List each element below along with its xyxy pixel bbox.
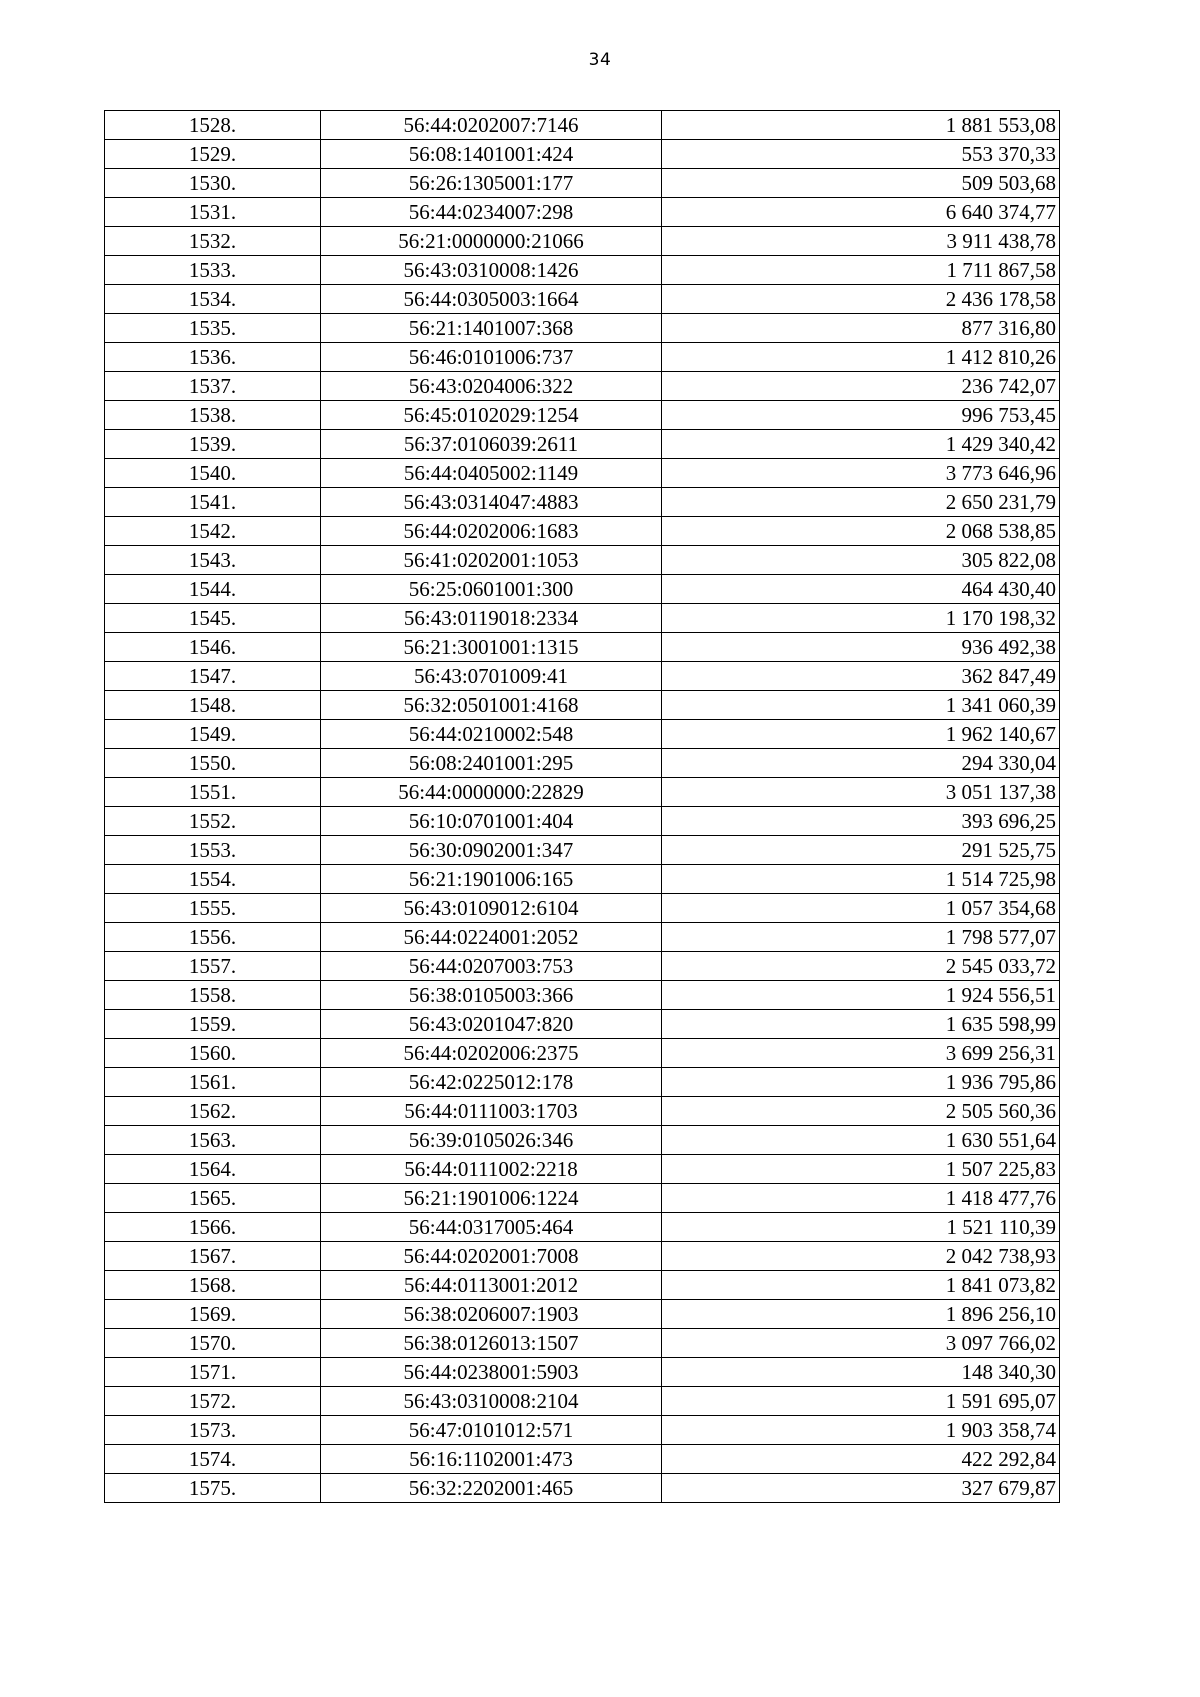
cadastral-value-cell: 877 316,80 bbox=[662, 314, 1060, 343]
cadastral-value-cell: 1 881 553,08 bbox=[662, 111, 1060, 140]
cadastral-value-cell: 148 340,30 bbox=[662, 1358, 1060, 1387]
cadastral-value-cell: 291 525,75 bbox=[662, 836, 1060, 865]
table-row bbox=[105, 372, 1060, 401]
cadastral-value-cell: 2 650 231,79 bbox=[662, 488, 1060, 517]
cadastral-number-cell: 56:10:0701001:404 bbox=[321, 807, 662, 836]
cadastral-number-cell: 56:43:0201047:820 bbox=[321, 1010, 662, 1039]
row-number-cell: 1562. bbox=[105, 1097, 321, 1126]
table-row bbox=[105, 111, 1060, 140]
cadastral-value-cell: 1 170 198,32 bbox=[662, 604, 1060, 633]
cadastral-number-cell: 56:21:3001001:1315 bbox=[321, 633, 662, 662]
cadastral-number-cell: 56:44:0202007:7146 bbox=[321, 111, 662, 140]
row-number-cell: 1552. bbox=[105, 807, 321, 836]
row-number-cell: 1539. bbox=[105, 430, 321, 459]
cadastral-number-cell: 56:44:0111003:1703 bbox=[321, 1097, 662, 1126]
row-number-cell: 1533. bbox=[105, 256, 321, 285]
table-row bbox=[105, 749, 1060, 778]
cadastral-number-cell: 56:44:0234007:298 bbox=[321, 198, 662, 227]
cadastral-value-cell: 1 903 358,74 bbox=[662, 1416, 1060, 1445]
row-number-cell: 1551. bbox=[105, 778, 321, 807]
cadastral-value-cell: 1 841 073,82 bbox=[662, 1271, 1060, 1300]
cadastral-value-cell: 3 097 766,02 bbox=[662, 1329, 1060, 1358]
cadastral-value-cell: 2 505 560,36 bbox=[662, 1097, 1060, 1126]
page-number: 34 bbox=[588, 50, 612, 70]
row-number-cell: 1574. bbox=[105, 1445, 321, 1474]
row-number-cell: 1531. bbox=[105, 198, 321, 227]
cadastral-number-cell: 56:46:0101006:737 bbox=[321, 343, 662, 372]
row-number-cell: 1572. bbox=[105, 1387, 321, 1416]
row-number-cell: 1535. bbox=[105, 314, 321, 343]
table-row bbox=[105, 430, 1060, 459]
row-number-cell: 1565. bbox=[105, 1184, 321, 1213]
cadastral-value-cell: 464 430,40 bbox=[662, 575, 1060, 604]
table-row bbox=[105, 894, 1060, 923]
cadastral-number-cell: 56:44:0317005:464 bbox=[321, 1213, 662, 1242]
table-row bbox=[105, 169, 1060, 198]
table-row bbox=[105, 1213, 1060, 1242]
cadastral-value-cell: 236 742,07 bbox=[662, 372, 1060, 401]
table-row bbox=[105, 1126, 1060, 1155]
row-number-cell: 1566. bbox=[105, 1213, 321, 1242]
cadastral-number-cell: 56:21:1901006:165 bbox=[321, 865, 662, 894]
cadastral-value-cell: 1 798 577,07 bbox=[662, 923, 1060, 952]
table-row bbox=[105, 517, 1060, 546]
table-row bbox=[105, 227, 1060, 256]
cadastral-number-cell: 56:43:0119018:2334 bbox=[321, 604, 662, 633]
cadastral-number-cell: 56:44:0224001:2052 bbox=[321, 923, 662, 952]
cadastral-value-cell: 294 330,04 bbox=[662, 749, 1060, 778]
row-number-cell: 1553. bbox=[105, 836, 321, 865]
cadastral-value-cell: 1 936 795,86 bbox=[662, 1068, 1060, 1097]
table-row bbox=[105, 1010, 1060, 1039]
cadastral-number-cell: 56:38:0206007:1903 bbox=[321, 1300, 662, 1329]
row-number-cell: 1568. bbox=[105, 1271, 321, 1300]
row-number-cell: 1556. bbox=[105, 923, 321, 952]
table-row bbox=[105, 633, 1060, 662]
cadastral-number-cell: 56:44:0202001:7008 bbox=[321, 1242, 662, 1271]
table-body bbox=[105, 111, 1060, 1503]
cadastral-value-cell: 393 696,25 bbox=[662, 807, 1060, 836]
cadastral-value-cell: 2 068 538,85 bbox=[662, 517, 1060, 546]
cadastral-number-cell: 56:32:0501001:4168 bbox=[321, 691, 662, 720]
row-number-cell: 1571. bbox=[105, 1358, 321, 1387]
table-row bbox=[105, 256, 1060, 285]
row-number-cell: 1546. bbox=[105, 633, 321, 662]
cadastral-number-cell: 56:44:0210002:548 bbox=[321, 720, 662, 749]
cadastral-number-cell: 56:08:1401001:424 bbox=[321, 140, 662, 169]
row-number-cell: 1548. bbox=[105, 691, 321, 720]
cadastral-value-cell: 1 521 110,39 bbox=[662, 1213, 1060, 1242]
cadastral-value-cell: 936 492,38 bbox=[662, 633, 1060, 662]
table-row bbox=[105, 836, 1060, 865]
cadastral-number-cell: 56:16:1102001:473 bbox=[321, 1445, 662, 1474]
table-row bbox=[105, 720, 1060, 749]
table-row bbox=[105, 1271, 1060, 1300]
row-number-cell: 1567. bbox=[105, 1242, 321, 1271]
row-number-cell: 1540. bbox=[105, 459, 321, 488]
cadastral-value-cell: 1 591 695,07 bbox=[662, 1387, 1060, 1416]
cadastral-number-cell: 56:21:1901006:1224 bbox=[321, 1184, 662, 1213]
row-number-cell: 1549. bbox=[105, 720, 321, 749]
table-row bbox=[105, 314, 1060, 343]
cadastral-value-cell: 509 503,68 bbox=[662, 169, 1060, 198]
row-number-cell: 1561. bbox=[105, 1068, 321, 1097]
cadastral-number-cell: 56:43:0204006:322 bbox=[321, 372, 662, 401]
cadastral-number-cell: 56:45:0102029:1254 bbox=[321, 401, 662, 430]
cadastral-number-cell: 56:21:0000000:21066 bbox=[321, 227, 662, 256]
table-row bbox=[105, 1068, 1060, 1097]
cadastral-number-cell: 56:44:0202006:1683 bbox=[321, 517, 662, 546]
row-number-cell: 1560. bbox=[105, 1039, 321, 1068]
cadastral-value-cell: 2 042 738,93 bbox=[662, 1242, 1060, 1271]
table-row bbox=[105, 343, 1060, 372]
cadastral-value-cell: 996 753,45 bbox=[662, 401, 1060, 430]
table-row bbox=[105, 1416, 1060, 1445]
row-number-cell: 1536. bbox=[105, 343, 321, 372]
table-row bbox=[105, 662, 1060, 691]
table-row bbox=[105, 459, 1060, 488]
table-row bbox=[105, 1387, 1060, 1416]
table-row bbox=[105, 981, 1060, 1010]
table-row bbox=[105, 575, 1060, 604]
row-number-cell: 1554. bbox=[105, 865, 321, 894]
table-row bbox=[105, 865, 1060, 894]
table-row bbox=[105, 923, 1060, 952]
cadastral-number-cell: 56:08:2401001:295 bbox=[321, 749, 662, 778]
row-number-cell: 1569. bbox=[105, 1300, 321, 1329]
table-row bbox=[105, 1445, 1060, 1474]
table-row bbox=[105, 1300, 1060, 1329]
cadastral-value-cell: 2 545 033,72 bbox=[662, 952, 1060, 981]
table-row bbox=[105, 1329, 1060, 1358]
table-row bbox=[105, 1184, 1060, 1213]
cadastral-value-cell: 3 699 256,31 bbox=[662, 1039, 1060, 1068]
cadastral-value-cell: 6 640 374,77 bbox=[662, 198, 1060, 227]
cadastral-value-cell: 1 924 556,51 bbox=[662, 981, 1060, 1010]
table-row bbox=[105, 1242, 1060, 1271]
row-number-cell: 1542. bbox=[105, 517, 321, 546]
cadastral-number-cell: 56:47:0101012:571 bbox=[321, 1416, 662, 1445]
cadastral-value-cell: 2 436 178,58 bbox=[662, 285, 1060, 314]
row-number-cell: 1558. bbox=[105, 981, 321, 1010]
cadastral-number-cell: 56:38:0105003:366 bbox=[321, 981, 662, 1010]
cadastral-value-cell: 3 773 646,96 bbox=[662, 459, 1060, 488]
cadastral-number-cell: 56:44:0000000:22829 bbox=[321, 778, 662, 807]
cadastral-value-cell: 1 507 225,83 bbox=[662, 1155, 1060, 1184]
row-number-cell: 1547. bbox=[105, 662, 321, 691]
table-row bbox=[105, 1039, 1060, 1068]
table-row bbox=[105, 1474, 1060, 1503]
cadastral-value-cell: 1 962 140,67 bbox=[662, 720, 1060, 749]
row-number-cell: 1532. bbox=[105, 227, 321, 256]
cadastral-number-cell: 56:43:0109012:6104 bbox=[321, 894, 662, 923]
row-number-cell: 1530. bbox=[105, 169, 321, 198]
table-row bbox=[105, 952, 1060, 981]
table-row bbox=[105, 546, 1060, 575]
row-number-cell: 1550. bbox=[105, 749, 321, 778]
cadastral-value-cell: 327 679,87 bbox=[662, 1474, 1060, 1503]
cadastral-number-cell: 56:37:0106039:2611 bbox=[321, 430, 662, 459]
cadastral-value-table bbox=[104, 110, 1060, 1503]
row-number-cell: 1544. bbox=[105, 575, 321, 604]
row-number-cell: 1570. bbox=[105, 1329, 321, 1358]
row-number-cell: 1528. bbox=[105, 111, 321, 140]
row-number-cell: 1559. bbox=[105, 1010, 321, 1039]
table-row bbox=[105, 198, 1060, 227]
row-number-cell: 1541. bbox=[105, 488, 321, 517]
row-number-cell: 1545. bbox=[105, 604, 321, 633]
cadastral-value-cell: 1 514 725,98 bbox=[662, 865, 1060, 894]
cadastral-value-cell: 3 911 438,78 bbox=[662, 227, 1060, 256]
cadastral-number-cell: 56:44:0405002:1149 bbox=[321, 459, 662, 488]
cadastral-number-cell: 56:30:0902001:347 bbox=[321, 836, 662, 865]
cadastral-number-cell: 56:43:0310008:1426 bbox=[321, 256, 662, 285]
table-row bbox=[105, 488, 1060, 517]
table-row bbox=[105, 1155, 1060, 1184]
cadastral-number-cell: 56:44:0305003:1664 bbox=[321, 285, 662, 314]
cadastral-number-cell: 56:38:0126013:1507 bbox=[321, 1329, 662, 1358]
cadastral-number-cell: 56:41:0202001:1053 bbox=[321, 546, 662, 575]
row-number-cell: 1563. bbox=[105, 1126, 321, 1155]
row-number-cell: 1564. bbox=[105, 1155, 321, 1184]
table-row bbox=[105, 285, 1060, 314]
cadastral-value-cell: 1 412 810,26 bbox=[662, 343, 1060, 372]
cadastral-value-cell: 553 370,33 bbox=[662, 140, 1060, 169]
cadastral-value-cell: 362 847,49 bbox=[662, 662, 1060, 691]
table-row bbox=[105, 691, 1060, 720]
table-row bbox=[105, 1097, 1060, 1126]
cadastral-number-cell: 56:39:0105026:346 bbox=[321, 1126, 662, 1155]
cadastral-value-cell: 1 711 867,58 bbox=[662, 256, 1060, 285]
table-row bbox=[105, 807, 1060, 836]
cadastral-number-cell: 56:26:1305001:177 bbox=[321, 169, 662, 198]
row-number-cell: 1543. bbox=[105, 546, 321, 575]
row-number-cell: 1555. bbox=[105, 894, 321, 923]
cadastral-number-cell: 56:44:0111002:2218 bbox=[321, 1155, 662, 1184]
row-number-cell: 1573. bbox=[105, 1416, 321, 1445]
table-row bbox=[105, 778, 1060, 807]
row-number-cell: 1557. bbox=[105, 952, 321, 981]
cadastral-number-cell: 56:25:0601001:300 bbox=[321, 575, 662, 604]
cadastral-value-cell: 1 429 340,42 bbox=[662, 430, 1060, 459]
cadastral-number-cell: 56:32:2202001:465 bbox=[321, 1474, 662, 1503]
row-number-cell: 1538. bbox=[105, 401, 321, 430]
cadastral-value-cell: 3 051 137,38 bbox=[662, 778, 1060, 807]
cadastral-number-cell: 56:42:0225012:178 bbox=[321, 1068, 662, 1097]
cadastral-number-cell: 56:44:0207003:753 bbox=[321, 952, 662, 981]
table-row bbox=[105, 140, 1060, 169]
cadastral-number-cell: 56:21:1401007:368 bbox=[321, 314, 662, 343]
row-number-cell: 1575. bbox=[105, 1474, 321, 1503]
cadastral-value-cell: 1 057 354,68 bbox=[662, 894, 1060, 923]
cadastral-value-cell: 1 635 598,99 bbox=[662, 1010, 1060, 1039]
cadastral-value-cell: 1 418 477,76 bbox=[662, 1184, 1060, 1213]
row-number-cell: 1529. bbox=[105, 140, 321, 169]
cadastral-value-cell: 305 822,08 bbox=[662, 546, 1060, 575]
cadastral-value-cell: 1 630 551,64 bbox=[662, 1126, 1060, 1155]
table-row bbox=[105, 1358, 1060, 1387]
cadastral-number-cell: 56:44:0202006:2375 bbox=[321, 1039, 662, 1068]
cadastral-value-cell: 1 896 256,10 bbox=[662, 1300, 1060, 1329]
cadastral-number-cell: 56:43:0314047:4883 bbox=[321, 488, 662, 517]
cadastral-value-cell: 422 292,84 bbox=[662, 1445, 1060, 1474]
row-number-cell: 1537. bbox=[105, 372, 321, 401]
table-row bbox=[105, 401, 1060, 430]
row-number-cell: 1534. bbox=[105, 285, 321, 314]
cadastral-value-cell: 1 341 060,39 bbox=[662, 691, 1060, 720]
cadastral-number-cell: 56:44:0238001:5903 bbox=[321, 1358, 662, 1387]
cadastral-number-cell: 56:44:0113001:2012 bbox=[321, 1271, 662, 1300]
cadastral-number-cell: 56:43:0310008:2104 bbox=[321, 1387, 662, 1416]
cadastral-number-cell: 56:43:0701009:41 bbox=[321, 662, 662, 691]
table-row bbox=[105, 604, 1060, 633]
